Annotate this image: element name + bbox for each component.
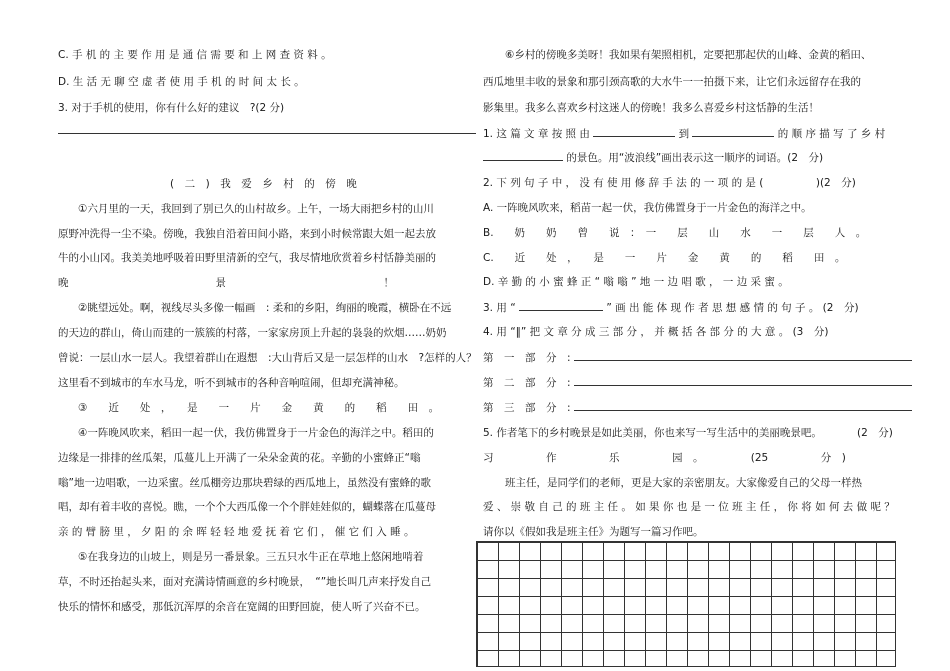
q1-text-d: 的景色。用“波浪线”画出表示这一顺序的词语。(2 分) — [566, 152, 824, 164]
paragraph-1-line-2: 原野冲洗得一尘不染。傍晚，我独自沿着田间小路，来到小时候常跟大姐一起去放 — [58, 228, 436, 240]
paragraph-4-line-2: 边缘是一排排的丝瓜架，瓜蔓儿上开满了一朵朵金黄的花。辛勤的小蜜蜂正“嗡 — [58, 452, 421, 464]
paragraph-1-line-4: 晚 景 ！ — [58, 277, 394, 289]
paragraph-4-line-5: 亲 的 臂 膀 里 ， 夕 阳 的 余 晖 轻 轻 地 爱 抚 着 它 们 ， 催 它 们 入 睡 。 — [58, 526, 415, 538]
option-d: D. 生 活 无 聊 空 虚 者 使 用 手 机 的 时 间 太 长 。 — [58, 76, 305, 88]
q3-wave-sample — [519, 300, 603, 311]
answer-line-q3[interactable] — [58, 133, 476, 134]
paragraph-1-line-3: 牛的小山冈。我美美地呼吸着田野里清新的空气，我尽情地欣赏着乡村恬静美丽的 — [58, 252, 436, 264]
paragraph-2-line-4: 这里看不到城市的车水马龙，听不到城市的各种音响喧闹，但却充满神秘。 — [58, 377, 405, 389]
paragraph-2-line-2: 的天边的群山，倚山而建的一簇簇的村落，一家家房顶上升起的袅袅的炊烟……奶奶 — [58, 327, 447, 339]
question-4: 4. 用 “‖” 把 文 章 分 成 三 部 分 ， 并 概 括 各 部 分 的 大 意 。 (3 分) — [483, 326, 829, 338]
q1-blank-2[interactable] — [692, 126, 774, 137]
q1-text-c: 的 顺 序 描 写 了 乡 村 — [777, 128, 886, 140]
composition-prompt-line-1: 班主任，是同学们的老师，更是大家的亲密朋友。大家像爱自己的父母一样热 — [505, 477, 862, 489]
part-1-row — [483, 350, 912, 365]
option-c: C. 手 机 的 主 要 作 用 是 通 信 需 要 和 上 网 查 资 料 。 — [58, 49, 332, 61]
paragraph-3: ③ 近 处 ， 是 一 片 金 黄 的 稻 田 。 — [78, 402, 440, 414]
paragraph-6-line-2: 西瓜地里丰收的景象和那引颈高歌的大水牛一一拍摄下来，让它们永远留存在我的 — [483, 76, 861, 88]
paragraph-2-line-1: ②眺望远处。啊，视线尽头多像一幅画 : 柔和的乡阳，绚丽的晚霞，横卧在不远 — [78, 302, 452, 314]
section-title: ( 二 ) 我 爱 乡 村 的 傍 晚 — [170, 178, 357, 190]
part-3-answer-line[interactable] — [574, 400, 912, 411]
q1-blank-3[interactable] — [483, 150, 563, 161]
question-3: 3. 对于手机的使用，你有什么好的建议 ?(2 分) — [58, 102, 285, 114]
paragraph-5-line-1: ⑤在我身边的山坡上，则是另一番景象。三五只水牛正在草地上悠闲地啃着 — [78, 551, 424, 563]
paragraph-1-line-1: ①六月里的一天，我回到了别已久的山村故乡。上午，一场大雨把乡村的山川 — [78, 203, 434, 215]
q5-score: (2 分) — [857, 427, 893, 439]
part-3-row — [483, 400, 912, 415]
part-2-row — [483, 375, 912, 390]
q2-option-d: D. 辛 勤 的 小 蜜 蜂 正 “ 嗡 嗡 ” 地 一 边 唱 歌 ， 一 边 采 蜜 。 — [483, 276, 789, 288]
question-1-line-2 — [483, 150, 823, 165]
question-3-right — [483, 300, 859, 315]
part-1-label: 第 一 部 分 : — [483, 352, 571, 364]
paragraph-2-line-3: 曾说：一层山水一层人。我望着群山在遐想 :大山背后又是一层怎样的山水 ?怎样的人？ — [58, 352, 477, 364]
part-2-answer-line[interactable] — [574, 375, 912, 386]
part-3-label: 第 三 部 分 : — [483, 402, 571, 414]
composition-prompt-line-2: 爱 、 崇 敬 自 己 的 班 主 任 。 如 果 你 也 是 一 位 班 主 任 ， 你 将 如 何 去 做 呢 ？ — [483, 501, 895, 513]
paragraph-5-line-2: 草，不时还抬起头来，面对充满诗情画意的乡村晚景， “”地长叫几声来抒发自己 — [58, 576, 432, 588]
q3-text-a: 3. 用 “ — [483, 302, 516, 314]
question-5: 5. 作者笔下的乡村晚景是如此美丽，你也来写一写生活中的美丽晚景吧。 — [483, 427, 822, 439]
q3-text-b: ” 画 出 能 体 现 作 者 思 想 感 情 的 句 子 。 (2 分) — [606, 302, 859, 314]
part-1-answer-line[interactable] — [574, 350, 912, 361]
composition-title: 习 作 乐 园 。 (25 分 ) — [483, 452, 846, 464]
q1-text-a: 1. 这 篇 文 章 按 照 由 — [483, 128, 590, 140]
composition-writing-grid[interactable] — [476, 541, 896, 667]
question-2: 2. 下 列 句 子 中 ， 没 有 使 用 修 辞 手 法 的 一 项 的 是 ( )(2 分) — [483, 177, 856, 189]
q1-text-b: 到 — [678, 128, 690, 140]
q2-option-c: C. 近 处 ， 是 一 片 金 黄 的 稻 田 。 — [483, 252, 846, 264]
part-2-label: 第 二 部 分 : — [483, 377, 571, 389]
paragraph-6-line-1: ⑥乡村的傍晚多美呀！我如果有架照相机，定要把那起伏的山峰、金黄的稻田、 — [505, 49, 872, 61]
q1-blank-1[interactable] — [593, 126, 675, 137]
composition-prompt-line-3: 请你以《假如我是班主任》为题写一篇习作吧。 — [483, 526, 704, 538]
q2-option-b: B. 奶 奶 曾 说 ： 一 层 山 水 一 层 人 。 — [483, 227, 867, 239]
paragraph-4-line-3: 嗡”地一边唱歌，一边采蜜。丝瓜棚旁边那块碧绿的西瓜地上，虽然没有蜜蜂的歌 — [58, 477, 431, 489]
paragraph-4-line-1: ④一阵晚风吹来，稻田一起一伏，我仿佛置身于一片金色的海洋之中。稻田的 — [78, 427, 434, 439]
paragraph-6-line-3: 影集里。我多么喜欢乡村这迷人的傍晚！我多么喜爱乡村这恬静的生活！ — [483, 102, 819, 114]
q2-option-a: A. 一阵晚风吹来，稻苗一起一伏，我仿佛置身于一片金色的海洋之中。 — [483, 202, 812, 214]
paragraph-5-line-3: 快乐的情怀和感受，那低沉浑厚的余音在宽阔的田野回旋，使人听了兴奋不已。 — [58, 601, 426, 613]
question-1-line-1 — [483, 126, 885, 141]
paragraph-4-line-4: 唱，却有着丰收的喜悦。瞧，一个个大西瓜像一个个胖娃娃似的，蝴蝶落在瓜蔓母 — [58, 501, 436, 513]
